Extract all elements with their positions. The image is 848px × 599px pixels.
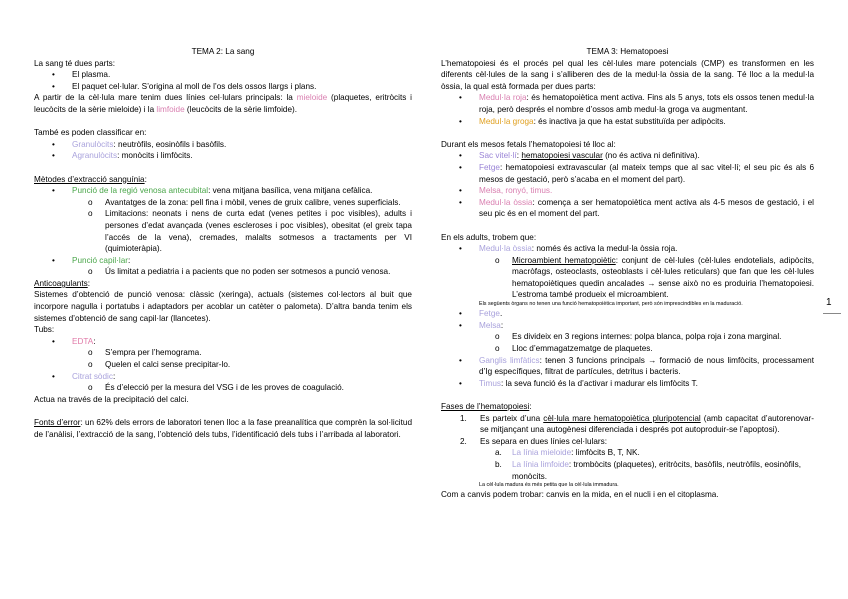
fetal-intro: Durant els mesos fetals l’hematopoiesi té lloc al: — [441, 139, 616, 149]
list-item: • Granulòcits: neutròfils, eosinòfils i basòfils. — [52, 139, 227, 149]
list-item: • Medul·la groga: és inactiva ja que ha estat substituïda per adipòcits. — [459, 116, 726, 126]
list-item: o Quelen el calci sense precipitar-lo. — [88, 360, 231, 370]
list-item: • Fetge: hematopoiesi extravascular (al mateix temps que al sac vitel·lí; el seu pic és als 6 mesos de gestació, però s’acaba en el moment del part). — [459, 162, 814, 184]
list-item: o Ús limitat a pediatria i a pacients que no poden ser sotmesos a punció venosa. — [88, 267, 391, 277]
list-item: • Medul·la òssia: només és activa la medul·la òssia roja. — [459, 244, 678, 254]
citrat-after: Actua na través de la precipitació del calci. — [34, 394, 189, 404]
errors-paragraph: Fonts d’error: un 62% dels errors de laboratori tenen lloc a la fase preanalítica que comprèn la sol·licitud de l’anàlisi, l’extracció de la sang, l’obtenció dels tubs, l’identificació dels tubs i l’arribada al laboratori. — [34, 418, 412, 439]
list-item: o Limitacions: neonats i nens de curta edat (venes petites i poc visibles), adults i persones d’edat avançada (venes escleroses i poc visibles), obesitat (el greix tapa l’accés de la vena), cremades, malalts sotmesos a tractaments per VI (quimioteràpia). — [88, 209, 412, 254]
right-column — [441, 46, 814, 501]
list-item: • Ganglis limfàtics: tenen 3 funcions principals → formació de nous limfòcits, processament d’Ig específiques, filtrat de partícules, detritus i bacteris. — [459, 355, 814, 377]
cell-lines-paragraph: A partir de la cèl·lula mare tenim dues línies cel·lulars principals: la mieloide (plaquetes, eritròcits i leucòcits de la sèrie mieloide) i la limfoide (leucòcits de la sèrie limfoide). — [34, 93, 412, 114]
left-intro: La sang té dues parts: — [34, 58, 116, 68]
fases-heading: Fases de l’hematopoiesi: — [441, 402, 532, 412]
list-item: • Melsa, ronyó, timus. — [459, 186, 553, 196]
list-item: o S’empra per l’hemograma. — [88, 348, 202, 358]
left-column — [34, 46, 412, 440]
list-item: • Melsa: — [459, 320, 504, 330]
list-item: • Timus: la seva funció és la d’activar i madurar els limfòcits T. — [459, 378, 698, 388]
list-item: • Medul·la òssia: comença a ser hematopoiètica ment activa als 4-5 mesos de gestació, i el seu pic és en el moment del part. — [459, 197, 814, 219]
list-item: • EDTA: — [52, 336, 96, 346]
adults-intro: En els adults, trobem que: — [441, 232, 537, 242]
list-item: 1. Es parteix d’una cèl·lula mare hematopoiètica pluripotencial (amb capacitat d’autorenovar-se mitjançant una autogènesi diferenciada i després pot autoproduir-se l’apoptosi). — [460, 413, 814, 435]
list-item: • El paquet cel·lular. S’origina al moll de l’os dels ossos llargs i plans. — [52, 81, 317, 91]
anticoag-text: Sistemes d’obtenció de punció venosa: clàssic (xeringa), actuals (sistemes col·lectors al buit que incorpore nagulla i portatubs i adaptadors per acoblar un catèter o palometa). D’altra banda tenim els sistemes d’obtenció de sang capil·lar (llancetes). — [34, 290, 412, 323]
list-item: • El plasma. — [52, 70, 111, 80]
list-item: • Agranulòcits: monòcits i limfòcits. — [52, 151, 193, 161]
final-line: Com a canvis podem trobar: canvis en la mida, en el nucli i en el citoplasma. — [441, 490, 719, 500]
anticoag-heading: Anticoagulants: — [34, 278, 90, 288]
list-item: • Fetge. — [459, 309, 503, 319]
list-item: o Avantatges de la zona: pell fina i mòbil, venes de gruix calibre, venes superficials. — [88, 197, 401, 207]
list-item: • Punció de la regió venosa antecubital: vena mitjana basílica, vena mitjana cefàlica. — [52, 186, 373, 196]
small-note: Els següents òrgans no tenen una funció hematopoiètica important, però són imprescindibles en la maduració. — [479, 301, 743, 308]
right-title: TEMA 3: Hematopoesi — [586, 47, 669, 56]
list-item: o És d’elecció per la mesura del VSG i de les proves de coagulació. — [88, 383, 344, 393]
list-item: a. La línia mieloide: limfòcits B, T, NK. — [495, 448, 640, 458]
list-item: • Sac vitel·lí: hematopoiesi vascular (no és activa ni definitiva). — [459, 151, 700, 161]
list-item: • Punció capil·lar: — [52, 255, 131, 265]
page-divider — [823, 313, 841, 314]
tubs-label: Tubs: — [34, 325, 55, 335]
left-title: TEMA 2: La sang — [191, 47, 255, 56]
list-item: o Lloc d’emmagatzematge de plaquetes. — [495, 344, 653, 354]
list-item: 2. Es separa en dues línies cel·lulars: — [460, 436, 607, 446]
page-number: 1 — [826, 297, 832, 308]
classify-heading: També es poden classificar en: — [34, 128, 147, 138]
right-intro: L’hematopoiesi és el procés pel qual les cèl·lules mare potencials (CMP) es transformen en les diferents cèl·lules de la sang i s’alliberen des de la medul·la òssia de la sang. Té lloc a la medul·la òssia, la qual està formada per dues parts: — [441, 58, 814, 91]
list-item: • Citrat sòdic: — [52, 371, 116, 381]
list-item: b. La línia limfoide: trombòcits (plaquetes), eritròcits, basòfils, neutròfils, eosinòfils, monòcits. — [495, 459, 801, 481]
list-item: • Medul·la roja: és hematopoiètica ment activa. Fins als 5 anys, tots els ossos tenen medul·la roja, però després el nombre d’ossos amb medul·la groga va augmentant. — [459, 93, 814, 114]
list-item: o Es divideix en 3 regions internes: polpa blanca, polpa roja i zona marginal. — [495, 332, 782, 342]
list-item: o Microambient hematopoiètic: conjunt de cèl·lules (cèl·lules endotelials, adipòcits, macròfags, osteoclasts, osteoblasts i cèl·lules reticulars) que fan que les cèl·lules hematopoiètiques quedin ancalades → sense això no es produiria l’hematopoiesi. L’estroma també produeix el microambient. — [495, 255, 814, 300]
small-note-2: La cèl·lula madura és més petita que la cèl·lula immadura. — [479, 482, 619, 489]
methods-heading: Mètodes d’extracció sanguínia: — [34, 174, 147, 184]
